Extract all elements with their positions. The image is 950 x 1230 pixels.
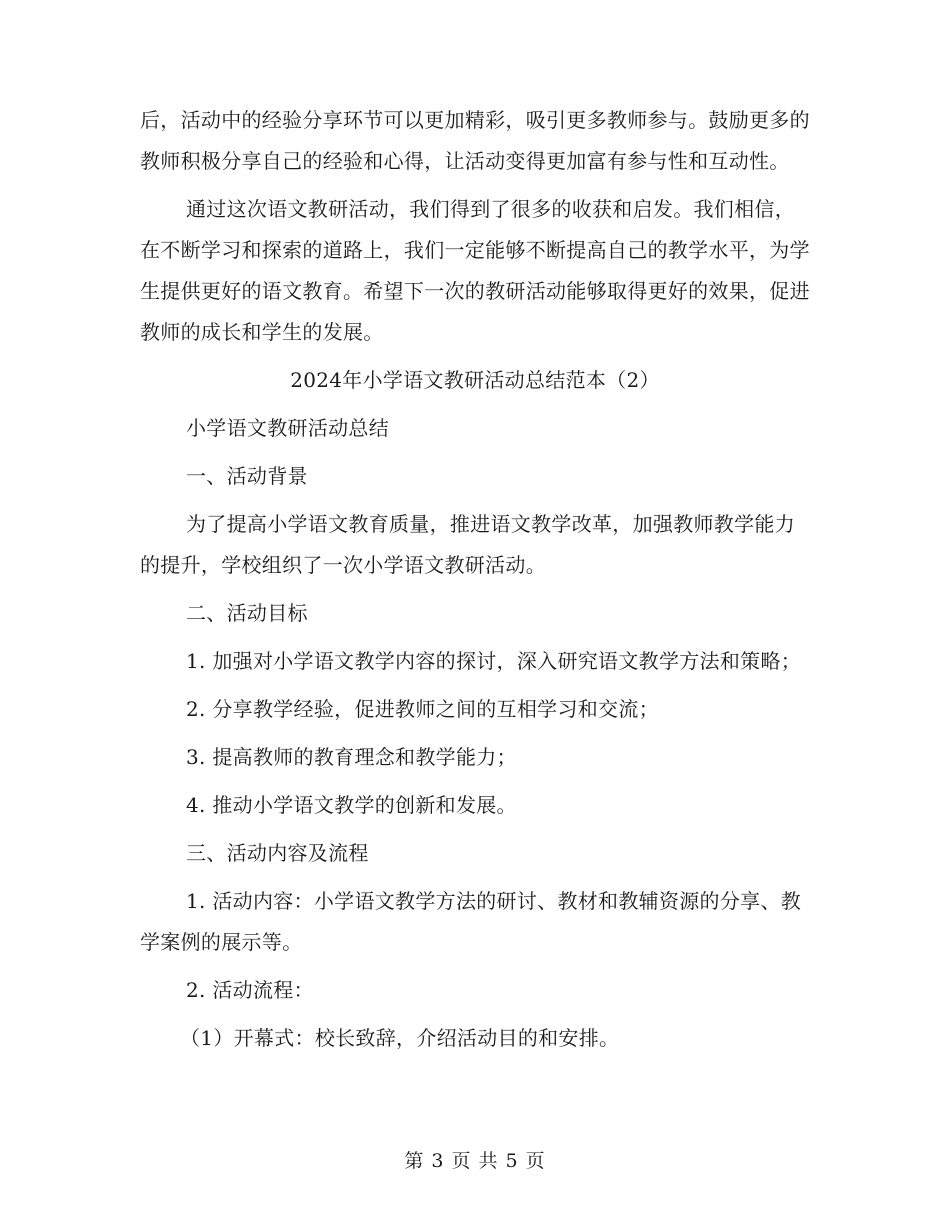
content-item-2: 2. 活动流程： [186, 978, 314, 1002]
summary-heading: 小学语文教研活动总结 [186, 416, 389, 440]
paragraph-conclusion: 通过这次语文教研活动，我们得到了很多的收获和启发。我们相信，在不断学习和探索的道路上，我们一定能够不断提高自己的教学水平，为学生提供更好的语文教育。希望下一次的教研活动能够取得更好的效果，促进教师的成长和学生的发展。 [140, 197, 810, 344]
heading-goals: 二、活动目标 [186, 601, 308, 625]
page-footer: 第 3 页 共 5 页 [404, 1150, 546, 1172]
paragraph-continued: 后，活动中的经验分享环节可以更加精彩，吸引更多教师参与。鼓励更多的教师积极分享自己的经验和心得，让活动变得更加富有参与性和互动性。 [140, 108, 810, 173]
goal-item-1: 1. 加强对小学语文教学内容的探讨，深入研究语文教学方法和策略； [186, 649, 802, 673]
paragraph-background: 为了提高小学语文教育质量，推进语文教学改革，加强教师教学能力的提升，学校组织了一次小学语文教研活动。 [140, 512, 795, 577]
heading-content-flow: 三、活动内容及流程 [186, 841, 369, 865]
heading-background: 一、活动背景 [186, 464, 308, 488]
document-body [140, 100, 810, 1059]
goal-item-3: 3. 提高教师的教育理念和教学能力； [186, 745, 517, 769]
goal-item-4: 4. 推动小学语文教学的创新和发展。 [186, 793, 517, 817]
flow-item-1: （1）开幕式：校长致辞，介绍活动目的和安排。 [180, 1026, 620, 1050]
section-title: 2024年小学语文教研活动总结范本（2） [290, 368, 660, 392]
content-item-1: 1. 活动内容：小学语文教学方法的研讨、教材和教辅资源的分享、教学案例的展示等。 [140, 889, 802, 954]
goal-item-2: 2. 分享教学经验，促进教师之间的互相学习和交流； [186, 697, 659, 721]
